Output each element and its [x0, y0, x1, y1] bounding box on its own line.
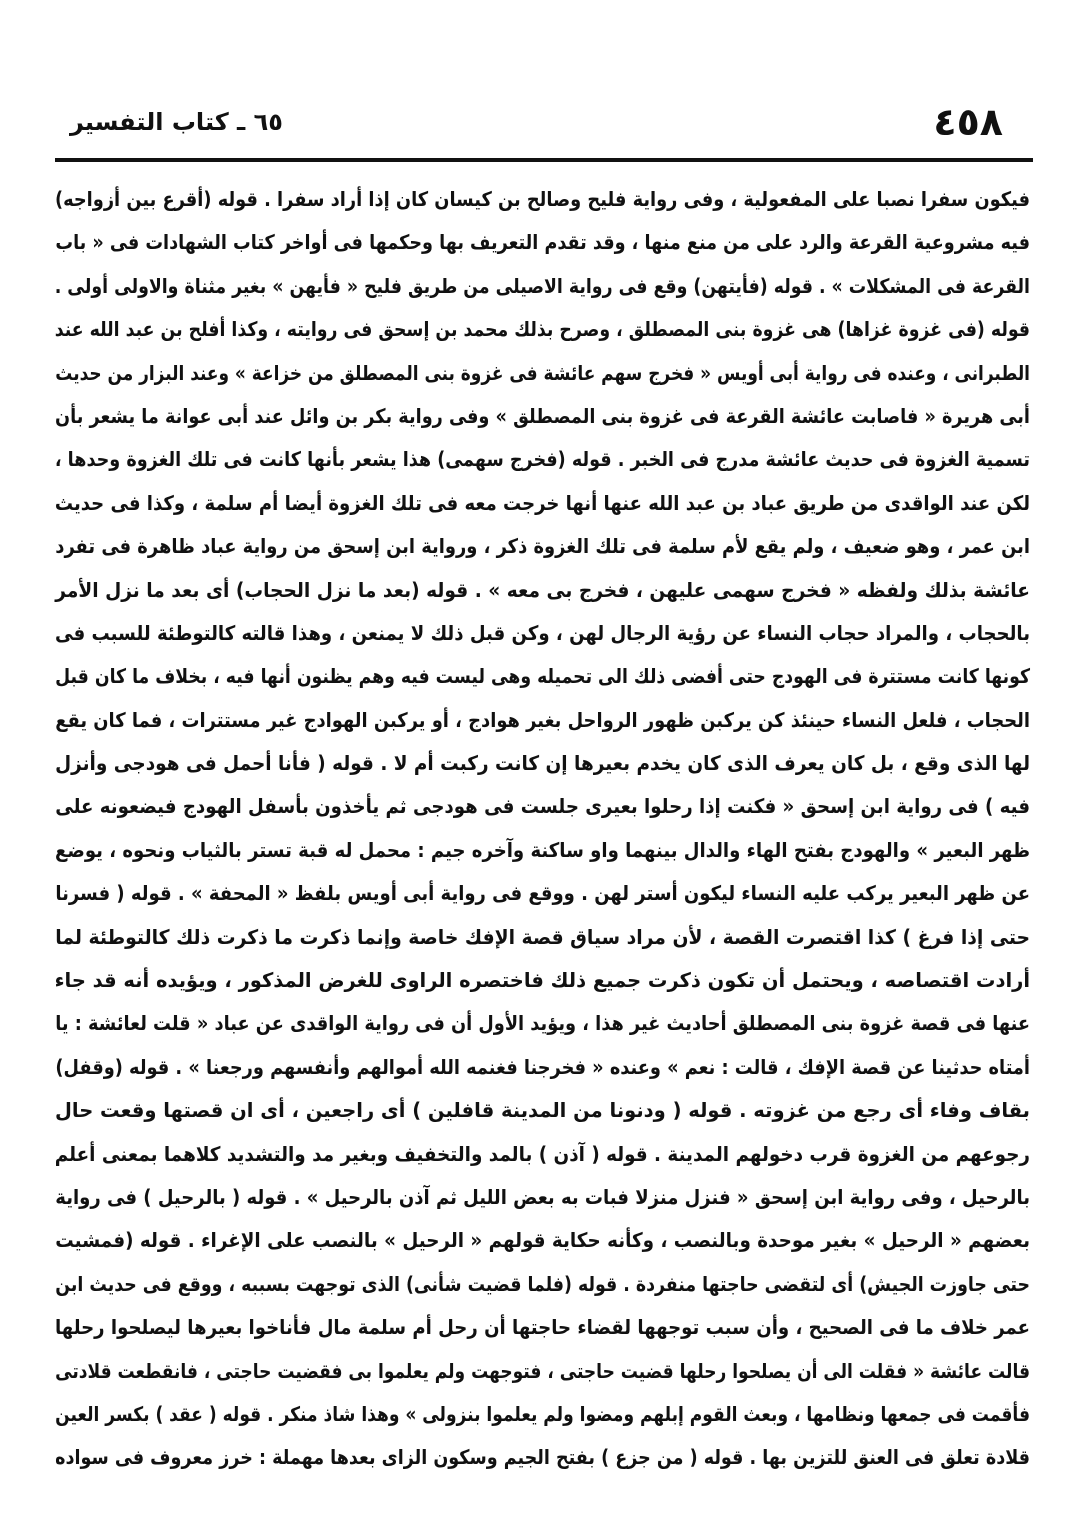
running-title: ٦٥ ـ كتاب التفسير	[70, 108, 283, 136]
text-line: أبى هريرة « فاصابت عائشة القرعة فى غزوة بنى المصطلق » وفى رواية بكر بن وائل عند أبى عوانة ما يشعر بأن	[55, 403, 1031, 428]
page-number: ٤٥٨	[933, 100, 1003, 144]
text-line: أرادت اقتصاصه ، ويحتمل أن تكون ذكرت جميع ذلك فاختصره الراوى للغرض المذكور ، ويؤيده أنه قد جاء	[54, 968, 1031, 993]
text-line: تسمية الغزوة فى حديث عائشة مدرج فى الخبر . قوله (فخرج سهمى) هذا يشعر بأنها كانت فى تلك الغزوة وحدها ،	[54, 447, 1031, 472]
text-line: بقاف وفاء أى رجع من غزوته . قوله ( ودنونا من المدينة قافلين ) أى راجعين ، أى ان قصتها وقعت حال	[55, 1098, 1030, 1123]
text-line: أمتاه حدثينا عن قصة الإفك ، قالت : نعم » وعنده « فخرجنا فغنمه الله أموالهم وأنفسهم ورجعنا » . قوله (وقفل)	[55, 1054, 1031, 1079]
header-rule	[55, 158, 1033, 162]
text-line: عنها فى قصة غزوة بنى المصطلق أحاديث غير هذا ، ويؤيد الأول أن فى رواية الواقدى عن عباد « قلت لعائشة : يا	[55, 1011, 1031, 1036]
text-line: بالرحيل ، وفى رواية ابن إسحق « فنزل منزلا فبات به بعض الليل ثم آذن بالرحيل » . قوله ( بالرحيل ) فى رواية	[55, 1184, 1030, 1209]
text-line: حتى إذا فرغ ) كذا اقتصرت القصة ، لأن مراد سياق قصة الإفك خاصة وإنما ذكرت ما ذكرت ذلك كالتوطئة لما	[55, 924, 1030, 949]
text-line: فيه مشروعية القرعة والرد على من منع منها ، وقد تقدم التعريف بها وحكمها فى أواخر كتاب الشهادات فى « باب	[55, 230, 1030, 255]
text-line: عمر خلاف ما فى الصحيح ، وأن سبب توجهها لقضاء حاجتها أن رحل أم سلمة مال فأناخوا بعيرها ليصلحوا رحلها	[54, 1315, 1031, 1340]
text-line: حتى جاوزت الجيش) أى لتقضى حاجتها منفردة . قوله (فلما قضيت شأنى) الذى توجهت بسببه ، ووقع فى حديث ابن	[55, 1271, 1031, 1296]
text-line: ظهر البعير » والهودج بفتح الهاء والدال بينهما واو ساكنة وآخره جيم : محمل له قبة تستر بالثياب ونحوه ، يوضع	[55, 837, 1031, 862]
text-line: رجوعهم من الغزوة قرب دخولهم المدينة . قوله ( آذن ) بالمد والتخفيف وبغير مد والتشديد كلاهما بمعنى أعلم	[54, 1141, 1031, 1166]
text-line: عائشة بذلك ولفظه « فخرج سهمى عليهن ، فخرج بى معه » . قوله (بعد ما نزل الحجاب) أى بعد ما نزل الأمر	[55, 577, 1030, 602]
text-line: كونها كانت مستترة فى الهودج حتى أفضى ذلك الى تحميله وهى ليست فيه وهم يظنون أنها فيه ، بخلاف ما كان قبل	[55, 664, 1030, 689]
text-line: قالت عائشة « فقلت الى أن يصلحوا رحلها قضيت حاجتى ، فتوجهت ولم يعلموا بى فقضيت حاجتى ، فانقطعت قلادتى	[55, 1358, 1030, 1383]
text-line: لكن عند الواقدى من طريق عباد بن عبد الله عنها أنها خرجت معه فى تلك الغزوة أيضا أم سلمة ، وكذا فى حديث	[54, 490, 1030, 515]
text-line: قوله (فى غزوة غزاها) هى غزوة بنى المصطلق ، وصرح بذلك محمد بن إسحق فى روايته ، وكذا أفلح بن عبد الله عند	[54, 317, 1030, 342]
text-line: الطبرانى ، وعنده فى رواية أبى أويس « فخرج سهم عائشة فى غزوة بنى المصطلق من خزاعة » وعند البزار من حديث	[55, 360, 1030, 385]
text-line: فيكون سفرا نصبا على المفعولية ، وفى رواية فليح وصالح بن كيسان كان إذا أراد سفرا . قوله (أقرع بين أزواجه)	[54, 187, 1031, 211]
text-line: فأقمت فى جمعها ونظامها ، وبعث القوم إبلهم ومضوا ولم يعلموا بنزولى » وهذا شاذ منكر . قوله ( عقد ) بكسر العين	[55, 1401, 1030, 1426]
text-line: الحجاب ، فلعل النساء حينئذ كن يركبن ظهور الرواحل بغير هوادج ، أو يركبن الهوادج غير مستترات ، فما كان يقع	[55, 707, 1030, 732]
text-line: قلادة تعلق فى العنق للتزين بها . قوله ( من جزع ) بفتح الجيم وسكون الزاى بعدها مهملة : خرز معروف فى سواده	[55, 1445, 1031, 1470]
text-line: عن ظهر البعير يركب عليه النساء ليكون أستر لهن . ووقع فى رواية أبى أويس بلفظ « المحفة » . قوله ( فسرنا	[55, 881, 1031, 906]
text-line: لها الذى وقع ، بل كان يعرف الذى كان يخدم بعيرها إن كانت ركبت أم لا . قوله ( فأنا أحمل فى هودجى وأنزل	[55, 751, 1031, 776]
text-line: ابن عمر ، وهو ضعيف ، ولم يقع لأم سلمة فى تلك الغزوة ذكر ، ورواية ابن إسحق من رواية عباد ظاهرة فى تفرد	[55, 534, 1031, 559]
page-body-text	[55, 178, 1030, 1480]
text-line: فيه ) فى رواية ابن إسحق « فكنت إذا رحلوا بعيرى جلست فى هودجى ثم يأخذون بأسفل الهودج فيضعونه على	[55, 794, 1030, 819]
text-line: القرعة فى المشكلات » . قوله (فأيتهن) وقع فى رواية الاصيلى من طريق فليح « فأيهن » بغير مثناة والاولى أولى .	[54, 273, 1031, 298]
page-header	[60, 100, 1023, 152]
text-line: بعضهم « الرحيل » بغير موحدة وبالنصب ، وكأنه حكاية قولهم « الرحيل » بالنصب على الإغراء . قوله (فمشيت	[55, 1228, 1030, 1253]
text-line: بالحجاب ، والمراد حجاب النساء عن رؤية الرجال لهن ، وكن قبل ذلك لا يمنعن ، وهذا قالته كالتوطئة للسبب فى	[55, 620, 1030, 645]
